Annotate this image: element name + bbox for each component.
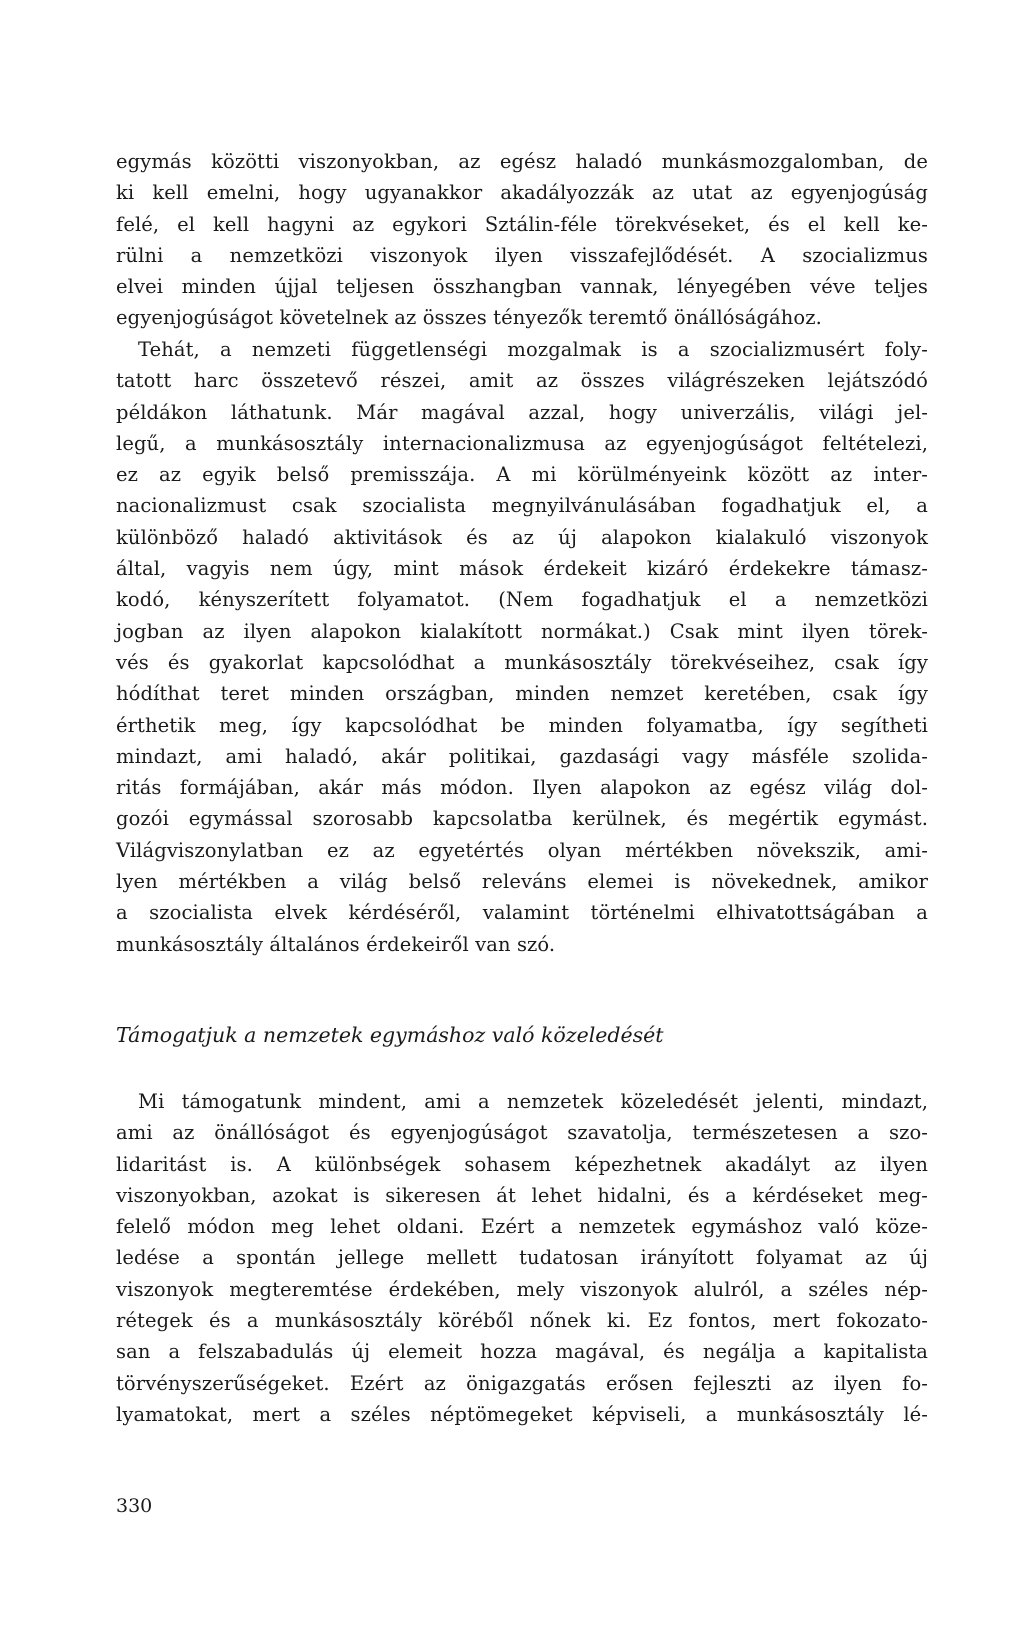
text-line: felelő módon meg lehet oldani. Ezért a nemzetek egymáshoz való köze- xyxy=(116,1215,928,1239)
text-line: munkásosztály általános érdekeiről van szó. xyxy=(116,932,556,956)
text-line: tatott harc összetevő részei, amit az összes világrészeken lejátszódó xyxy=(116,369,928,393)
text-line: különböző haladó aktivitások és az új alapokon kialakuló viszonyok xyxy=(116,525,928,549)
text-line: gozói egymással szorosabb kapcsolatba kerülnek, és megértik egymást. xyxy=(116,807,928,831)
text-line: vés és gyakorlat kapcsolódhat a munkásosztály törekvéseihez, csak így xyxy=(116,650,928,674)
text-line: lidaritást is. A különbségek sohasem képezhetnek akadályt az ilyen xyxy=(116,1152,928,1176)
text-line: lyamatokat, mert a széles néptömegeket képviseli, a munkásosztály lé- xyxy=(116,1402,928,1426)
text-line: egyenjogúságot követelnek az összes tényezők teremtő önállóságához. xyxy=(116,306,822,330)
text-line: san a felszabadulás új elemeit hozza magával, és negálja a kapitalista xyxy=(116,1340,928,1364)
text-line: rülni a nemzetközi viszonyok ilyen visszafejlődését. A szocializmus xyxy=(116,243,928,267)
text-line: Tehát, a nemzeti függetlenségi mozgalmak is a szocializmusért foly- xyxy=(138,338,928,361)
text-line: elvei minden újjal teljesen összhangban vannak, lényegében véve teljes xyxy=(116,275,928,299)
text-line: érthetik meg, így kapcsolódhat be minden folyamatba, így segítheti xyxy=(116,713,928,737)
text-line: kodó, kényszerített folyamatot. (Nem fogadhatjuk el a nemzetközi xyxy=(116,588,928,612)
text-line: a szocialista elvek kérdéséről, valamint történelmi elhivatottságában a xyxy=(116,901,928,925)
text-line: viszonyokban, azokat is sikeresen át lehet hidalni, és a kérdéseket meg- xyxy=(116,1183,928,1207)
paragraph-3 xyxy=(116,1086,928,1430)
text-line: ritás formájában, akár más módon. Ilyen alapokon az egész világ dol- xyxy=(116,776,928,800)
text-line: felé, el kell hagyni az egykori Sztálin-féle törekvéseket, és el kell ke- xyxy=(116,212,928,236)
text-line: Világviszonylatban ez az egyetértés olyan mértékben növekszik, ami- xyxy=(116,838,928,862)
paragraph-2 xyxy=(116,334,928,960)
text-line: törvényszerűségeket. Ezért az önigazgatás erősen fejleszti az ilyen fo- xyxy=(116,1371,928,1395)
text-line: által, vagyis nem úgy, mint mások érdekeit kizáró érdekekre támasz- xyxy=(116,557,928,581)
text-line: egymás közötti viszonyokban, az egész haladó munkásmozgalomban, de xyxy=(116,150,928,173)
text-line: ledése a spontán jellege mellett tudatosan irányított folyamat az új xyxy=(116,1246,928,1270)
section-heading: Támogatjuk a nemzetek egymáshoz való közeledését xyxy=(116,1023,664,1047)
text-line: nacionalizmust csak szocialista megnyilvánulásában fogadhatjuk el, a xyxy=(116,494,928,518)
text-line: rétegek és a munkásosztály köréből nőnek ki. Ez fontos, mert fokozato- xyxy=(116,1309,928,1333)
text-line: példákon láthatunk. Már magával azzal, hogy univerzális, világi jel- xyxy=(116,400,928,424)
text-line: legű, a munkásosztály internacionalizmusa az egyenjogúságot feltételezi, xyxy=(116,431,928,455)
text-line: ez az egyik belső premisszája. A mi körülményeink között az inter- xyxy=(116,463,928,487)
text-line: Mi támogatunk mindent, ami a nemzetek közeledését jelenti, mindazt, xyxy=(138,1090,928,1113)
text-line: ami az önállóságot és egyenjogúságot szavatolja, természetesen a szo- xyxy=(116,1121,928,1145)
text-line: jogban az ilyen alapokon kialakított normákat.) Csak mint ilyen törek- xyxy=(116,619,928,643)
text-line: viszonyok megteremtése érdekében, mely viszonyok alulról, a széles nép- xyxy=(116,1277,928,1301)
page-number: 330 xyxy=(116,1495,153,1517)
paragraph-1 xyxy=(116,146,928,334)
text-line: ki kell emelni, hogy ugyanakkor akadályozzák az utat az egyenjogúság xyxy=(116,181,928,205)
text-line: lyen mértékben a világ belső releváns elemei is növekednek, amikor xyxy=(116,870,928,894)
text-line: hódíthat teret minden országban, minden nemzet keretében, csak így xyxy=(116,682,928,706)
text-line: mindazt, ami haladó, akár politikai, gazdasági vagy másféle szolida- xyxy=(116,744,928,768)
